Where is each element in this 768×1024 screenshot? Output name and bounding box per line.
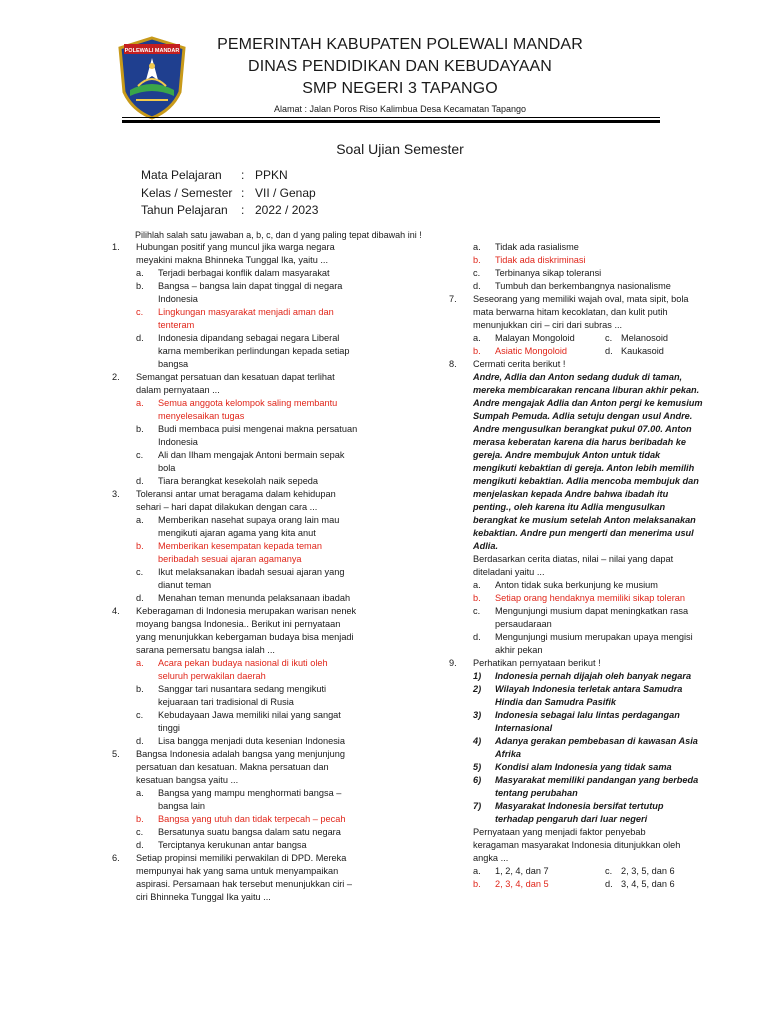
option-line: [112, 722, 382, 735]
option-line: [449, 878, 719, 891]
option-text: akhir pekan: [495, 645, 543, 655]
option-line: [112, 709, 382, 722]
option-letter: c.: [136, 450, 144, 460]
question-number: 1.: [112, 242, 120, 252]
option-line: [449, 280, 719, 293]
story-text: Sumpah Pemuda. Adlia setuju dengan usul Andre.: [473, 411, 693, 421]
option-letter: b.: [473, 255, 481, 265]
question-text: Perhatikan pernyataan berikut !: [473, 658, 601, 668]
question-column-left: [112, 241, 382, 904]
story-line: [449, 371, 719, 384]
meta-label: Tahun Pelajaran: [141, 203, 228, 217]
option-text: Anton tidak suka berkunjung ke musium: [495, 580, 658, 590]
option-text: Wilayah Indonesia terletak antara Samudra: [495, 684, 683, 694]
option-line: [449, 787, 719, 800]
option-letter: c.: [136, 567, 144, 577]
answer-key-text: Semua anggota kelompok saling membantu: [158, 398, 338, 408]
option-text: Masyarakat Indonesia bersifat tertutup: [495, 801, 664, 811]
header-government: PEMERINTAH KABUPATEN POLEWALI MANDAR: [217, 36, 583, 53]
option-letter: 1): [473, 671, 482, 681]
question-line: [449, 293, 719, 306]
meta-subject: Mata Pelajaran : PPKN: [141, 168, 288, 182]
question-text: Semangat persatuan dan kesatuan dapat terlihat: [136, 372, 335, 382]
question-text: Hubungan positif yang muncul jika warga negara: [136, 242, 335, 252]
option-text: Indonesia dipandang sebagai negara Liberal: [158, 333, 340, 343]
option-letter: a.: [136, 658, 144, 668]
question-line: [449, 553, 719, 566]
question-line: [112, 631, 382, 644]
option-line: [449, 254, 719, 267]
option-text: kejuaraan tari tradisional di Rusia: [158, 697, 294, 707]
option-text: Bersatunya suatu bangsa dalam satu negara: [158, 827, 341, 837]
question-line: [449, 839, 719, 852]
option-text: 1, 2, 4, dan 7: [495, 866, 549, 876]
option-text: Tidak ada rasialisme: [495, 242, 579, 252]
option-text: terhadap pengaruh dari luar negeri: [495, 814, 648, 824]
question-line: [112, 644, 382, 657]
question-text: sehari – hari dapat dilakukan dengan cara ...: [136, 502, 318, 512]
option-line: [449, 605, 719, 618]
option-letter: d.: [605, 879, 613, 889]
option-text: Tumbuh dan berkembangnya nasionalisme: [495, 281, 671, 291]
option-line: [112, 670, 382, 683]
option-letter: c.: [136, 307, 144, 317]
option-line: [112, 449, 382, 462]
option-line: [449, 800, 719, 813]
option-line: [112, 293, 382, 306]
option-text: Indonesia: [158, 437, 198, 447]
question-line: [449, 826, 719, 839]
option-text: Sanggar tari nusantara sedang mengikuti: [158, 684, 327, 694]
meta-label: Kelas / Semester: [141, 186, 233, 200]
option-line: [449, 748, 719, 761]
option-text: mengikuti ajaran agama yang kita anut: [158, 528, 316, 538]
option-line: [112, 267, 382, 280]
option-text: bola: [158, 463, 176, 473]
story-line: [449, 384, 719, 397]
meta-school-year: Tahun Pelajaran : 2022 / 2023: [141, 203, 319, 217]
story-text: merasa keberatan karena dia harus beribadah ke: [473, 437, 686, 447]
answer-key-text: Memberikan kesempatan kepada teman: [158, 541, 322, 551]
option-line: [112, 527, 382, 540]
question-text: angka ...: [473, 853, 509, 863]
option-line: [112, 553, 382, 566]
option-text: Ikut melaksanakan ibadah sesuai ajaran yang: [158, 567, 345, 577]
option-line: [112, 826, 382, 839]
question-line: [112, 488, 382, 501]
option-line: [112, 358, 382, 371]
option-line: [449, 345, 719, 358]
option-text: Bangsa – bangsa lain dapat tinggal di negara: [158, 281, 343, 291]
option-text: Terbinanya sikap toleransi: [495, 268, 602, 278]
answer-key-text: Tidak ada diskriminasi: [495, 255, 586, 265]
option-line: [112, 514, 382, 527]
question-text: Seseorang yang memiliki wajah oval, mata sipit, bola: [473, 294, 689, 304]
option-text: Kebudayaan Jawa memiliki nilai yang sangat: [158, 710, 341, 720]
option-text: Indonesia sebagai lalu lintas perdagangan: [495, 710, 680, 720]
option-line: [449, 696, 719, 709]
option-line: [449, 267, 719, 280]
answer-key-text: 2, 3, 4, dan 5: [495, 879, 549, 889]
question-text: diteladani yaitu ...: [473, 567, 545, 577]
option-text: tentang perubahan: [495, 788, 578, 798]
option-line: [112, 657, 382, 670]
question-text: Pernyataan yang menjadi faktor penyebab: [473, 827, 646, 837]
option-letter: a.: [136, 268, 144, 278]
question-line: [449, 319, 719, 332]
story-text: mereka membicarakan rencana liburan akhir pekan.: [473, 385, 700, 395]
question-line: [112, 254, 382, 267]
answer-key-text: menyelesaikan tugas: [158, 411, 245, 421]
option-text: Budi membaca puisi mengenai makna persatuan: [158, 424, 358, 434]
story-text: gereja. Andre membujuk Anton untuk tidak: [473, 450, 661, 460]
option-line: [449, 670, 719, 683]
option-text: Malayan Mongoloid: [495, 333, 575, 343]
option-text: Mengunjungi musium merupakan upaya mengisi: [495, 632, 693, 642]
option-line: [112, 410, 382, 423]
option-letter: b.: [473, 346, 481, 356]
question-text: Keberagaman di Indonesia merupakan warisan nenek: [136, 606, 357, 616]
option-line: [112, 462, 382, 475]
option-letter: a.: [136, 788, 144, 798]
option-letter: c.: [605, 866, 613, 876]
option-letter: 6): [473, 775, 482, 785]
answer-key-text: Lingkungan masyarakat menjadi aman dan: [158, 307, 334, 317]
option-letter: a.: [136, 398, 144, 408]
option-letter: d.: [136, 593, 144, 603]
option-letter: c.: [473, 268, 481, 278]
answer-key-text: Acara pekan budaya nasional di ikuti oleh: [158, 658, 328, 668]
option-letter: d.: [136, 736, 144, 746]
question-line: [112, 748, 382, 761]
answer-key-text: seluruh perwakilan daerah: [158, 671, 266, 681]
story-line: [449, 488, 719, 501]
option-line: [449, 735, 719, 748]
header-department: DINAS PENDIDIKAN DAN KEBUDAYAAN: [248, 58, 552, 75]
question-text: Setiap propinsi memiliki perwakilan di DPD. Mereka: [136, 853, 347, 863]
header-rule-thick: [122, 120, 660, 123]
question-text: Toleransi antar umat beragama dalam kehidupan: [136, 489, 336, 499]
question-line: [112, 618, 382, 631]
story-text: Andre mengusulkan berangkat pukul 07.00. Anton: [473, 424, 692, 434]
question-text: ciri Bhinneka Tunggal Ika yaitu ...: [136, 892, 271, 902]
option-line: [449, 631, 719, 644]
option-line: [112, 813, 382, 826]
question-text: keragaman masyarakat Indonesia ditunjukkan oleh: [473, 840, 681, 850]
option-line: [449, 761, 719, 774]
question-text: Cermati cerita berikut !: [473, 359, 566, 369]
option-letter: c.: [136, 827, 144, 837]
option-text: 2, 3, 5, dan 6: [621, 866, 675, 876]
option-line: [112, 397, 382, 410]
logo-banner-text: POLEWALI MANDAR: [124, 48, 180, 54]
option-line: [112, 683, 382, 696]
option-text: Afrika: [495, 749, 522, 759]
story-line: [449, 436, 719, 449]
question-line: [112, 865, 382, 878]
question-number: 3.: [112, 489, 120, 499]
question-number: 6.: [112, 853, 120, 863]
story-text: Andre mengajak Adlia dan Anton pergi ke kemusium: [473, 398, 703, 408]
option-text: Terjadi berbagai konflik dalam masyarakat: [158, 268, 330, 278]
option-text: Indonesia: [158, 294, 198, 304]
story-line: [449, 423, 719, 436]
option-text: Bangsa yang mampu menghormati bangsa –: [158, 788, 342, 798]
option-line: [112, 345, 382, 358]
question-number: 7.: [449, 294, 457, 304]
option-letter: b.: [136, 424, 144, 434]
option-line: [112, 696, 382, 709]
option-letter: d.: [473, 632, 481, 642]
question-text: sarana pemersatu bangsa ialah ...: [136, 645, 275, 655]
option-line: [112, 566, 382, 579]
story-text: penting., oleh karena itu Adlia mengusulkan: [473, 502, 666, 512]
story-text: Andre, Adlia dan Anton sedang duduk di taman,: [473, 372, 683, 382]
option-text: Terciptanya kerukunan antar bangsa: [158, 840, 307, 850]
option-line: [449, 579, 719, 592]
question-line: [449, 358, 719, 371]
question-text: aspirasi. Persamaan hak tersebut menunjukkan ciri –: [136, 879, 353, 889]
option-text: karna memberikan perlindungan kepada setiap: [158, 346, 350, 356]
answer-key-text: beribadah sesuai ajaran agamanya: [158, 554, 302, 564]
option-line: [112, 787, 382, 800]
question-line: [449, 306, 719, 319]
option-line: [112, 540, 382, 553]
question-line: [449, 852, 719, 865]
option-letter: a.: [473, 333, 481, 343]
option-text: Tiara berangkat kesekolah naik sepeda: [158, 476, 319, 486]
option-letter: 2): [473, 684, 482, 694]
story-text: berangkat ke musium setelah Anton melaksanakan: [473, 515, 696, 525]
question-text: dalam pernyataan ...: [136, 385, 220, 395]
answer-key-text: Bangsa yang utuh dan tidak terpecah – pecah: [158, 814, 346, 824]
question-number: 2.: [112, 372, 120, 382]
story-line: [449, 514, 719, 527]
question-text: mempunyai hak yang sama untuk menyampaikan: [136, 866, 339, 876]
story-line: [449, 449, 719, 462]
option-line: [449, 592, 719, 605]
story-line: [449, 540, 719, 553]
question-number: 5.: [112, 749, 120, 759]
option-line: [449, 865, 719, 878]
option-text: Ali dan Ilham mengajak Antoni bermain sepak: [158, 450, 345, 460]
meta-value: VII / Genap: [255, 186, 316, 200]
story-line: [449, 527, 719, 540]
option-text: Melanosoid: [621, 333, 668, 343]
question-text: Berdasarkan cerita diatas, nilai – nilai yang dapat: [473, 554, 674, 564]
option-line: [112, 592, 382, 605]
answer-key-text: Asiatic Mongoloid: [495, 346, 568, 356]
option-line: [112, 280, 382, 293]
option-line: [112, 839, 382, 852]
option-line: [112, 800, 382, 813]
option-letter: d.: [136, 333, 144, 343]
option-line: [112, 332, 382, 345]
story-text: mengikuti kebaktian. Adlia mencoba membujuk dan: [473, 476, 699, 486]
option-line: [449, 241, 719, 254]
question-number: 8.: [449, 359, 457, 369]
option-line: [112, 579, 382, 592]
question-line: [112, 501, 382, 514]
option-letter: d.: [136, 840, 144, 850]
option-text: dianut teman: [158, 580, 212, 590]
option-letter: b.: [136, 814, 144, 824]
meta-value: 2022 / 2023: [255, 203, 319, 217]
option-line: [112, 423, 382, 436]
story-text: Adlia.: [473, 541, 499, 551]
option-line: [449, 813, 719, 826]
option-letter: b.: [136, 541, 144, 551]
question-text: Bangsa Indonesia adalah bangsa yang menjunjung: [136, 749, 345, 759]
option-letter: c.: [136, 710, 144, 720]
story-line: [449, 462, 719, 475]
option-letter: b.: [473, 879, 481, 889]
story-line: [449, 475, 719, 488]
option-letter: d.: [136, 476, 144, 486]
option-line: [112, 436, 382, 449]
story-text: mengikuti kebaktian di gereja. Anton lebih memilih: [473, 463, 695, 473]
story-line: [449, 410, 719, 423]
question-line: [112, 852, 382, 865]
option-letter: c.: [605, 333, 613, 343]
question-text: meyakini makna Bhinneka Tunggal Ika, yaitu ...: [136, 255, 329, 265]
option-line: [449, 644, 719, 657]
story-line: [449, 501, 719, 514]
question-number: 4.: [112, 606, 120, 616]
question-line: [112, 371, 382, 384]
question-text: menunjukkan ciri – ciri dari subras ...: [473, 320, 623, 330]
option-text: Hindia dan Samudra Pasifik: [495, 697, 617, 707]
option-text: bangsa: [158, 359, 189, 369]
meta-class-semester: Kelas / Semester : VII / Genap: [141, 186, 316, 200]
question-line: [112, 241, 382, 254]
question-line: [449, 657, 719, 670]
option-line: [112, 319, 382, 332]
option-letter: a.: [473, 866, 481, 876]
answer-key-text: tenteram: [158, 320, 195, 330]
option-line: [449, 722, 719, 735]
option-text: Masyarakat memiliki pandangan yang berbeda: [495, 775, 699, 785]
question-text: persatuan dan kesatuan. Makna persatuan dan: [136, 762, 329, 772]
option-letter: 7): [473, 801, 482, 811]
option-text: Internasional: [495, 723, 553, 733]
question-text: moyang bangsa Indonesia.. Berikut ini pernyataan: [136, 619, 341, 629]
header-rule-thin: [122, 117, 660, 118]
option-text: Indonesia pernah dijajah oleh banyak negara: [495, 671, 692, 681]
question-line: [112, 384, 382, 397]
option-text: persaudaraan: [495, 619, 552, 629]
option-letter: a.: [136, 515, 144, 525]
meta-value: PPKN: [255, 168, 288, 182]
question-line: [112, 891, 382, 904]
option-letter: 4): [473, 736, 482, 746]
option-text: Mengunjungi musium dapat meningkatkan rasa: [495, 606, 689, 616]
answer-key-text: Setiap orang hendaknya memiliki sikap toleran: [495, 593, 685, 603]
question-text: kesatuan bangsa yaitu ...: [136, 775, 239, 785]
instructions: Pilihlah salah satu jawaban a, b, c, dan d yang paling tepat dibawah ini !: [135, 230, 422, 240]
option-text: Menahan teman menunda pelaksanaan ibadah: [158, 593, 351, 603]
header-address: Alamat : Jalan Poros Riso Kalimbua Desa Kecamatan Tapango: [274, 104, 526, 114]
option-text: Kondisi alam Indonesia yang tidak sama: [495, 762, 672, 772]
story-line: [449, 397, 719, 410]
question-text: yang menunjukkan kebergaman budaya bisa menjadi: [136, 632, 354, 642]
option-text: 3, 4, 5, dan 6: [621, 879, 675, 889]
option-letter: b.: [473, 593, 481, 603]
option-text: bangsa lain: [158, 801, 205, 811]
option-letter: a.: [473, 242, 481, 252]
question-column-right: [449, 241, 719, 891]
option-text: Memberikan nasehat supaya orang lain mau: [158, 515, 340, 525]
option-line: [449, 709, 719, 722]
option-text: tinggi: [158, 723, 180, 733]
option-line: [449, 683, 719, 696]
option-text: Adanya gerakan pembebasan di kawasan Asia: [495, 736, 698, 746]
option-letter: c.: [473, 606, 481, 616]
exam-title: Soal Ujian Semester: [336, 141, 464, 157]
option-line: [112, 735, 382, 748]
option-letter: d.: [605, 346, 613, 356]
question-line: [112, 761, 382, 774]
story-text: kebaktian. Andre pun mengerti dan menerima usul: [473, 528, 694, 538]
option-letter: a.: [473, 580, 481, 590]
option-letter: 5): [473, 762, 482, 772]
question-text: mata berwarna hitam kecoklatan, dan kulit putih: [473, 307, 668, 317]
question-line: [112, 774, 382, 787]
option-line: [449, 774, 719, 787]
question-number: 9.: [449, 658, 457, 668]
option-line: [449, 618, 719, 631]
question-line: [449, 566, 719, 579]
option-line: [449, 332, 719, 345]
option-line: [112, 475, 382, 488]
option-letter: b.: [136, 684, 144, 694]
question-line: [112, 605, 382, 618]
meta-label: Mata Pelajaran: [141, 168, 222, 182]
option-text: Lisa bangga menjadi duta kesenian Indonesia: [158, 736, 345, 746]
option-letter: d.: [473, 281, 481, 291]
option-line: [112, 306, 382, 319]
question-line: [112, 878, 382, 891]
story-text: menjelaskan kepada Andre bahwa ibadah itu: [473, 489, 669, 499]
option-letter: b.: [136, 281, 144, 291]
option-text: Kaukasoid: [621, 346, 664, 356]
header-school: SMP NEGERI 3 TAPANGO: [302, 80, 498, 97]
option-letter: 3): [473, 710, 482, 720]
